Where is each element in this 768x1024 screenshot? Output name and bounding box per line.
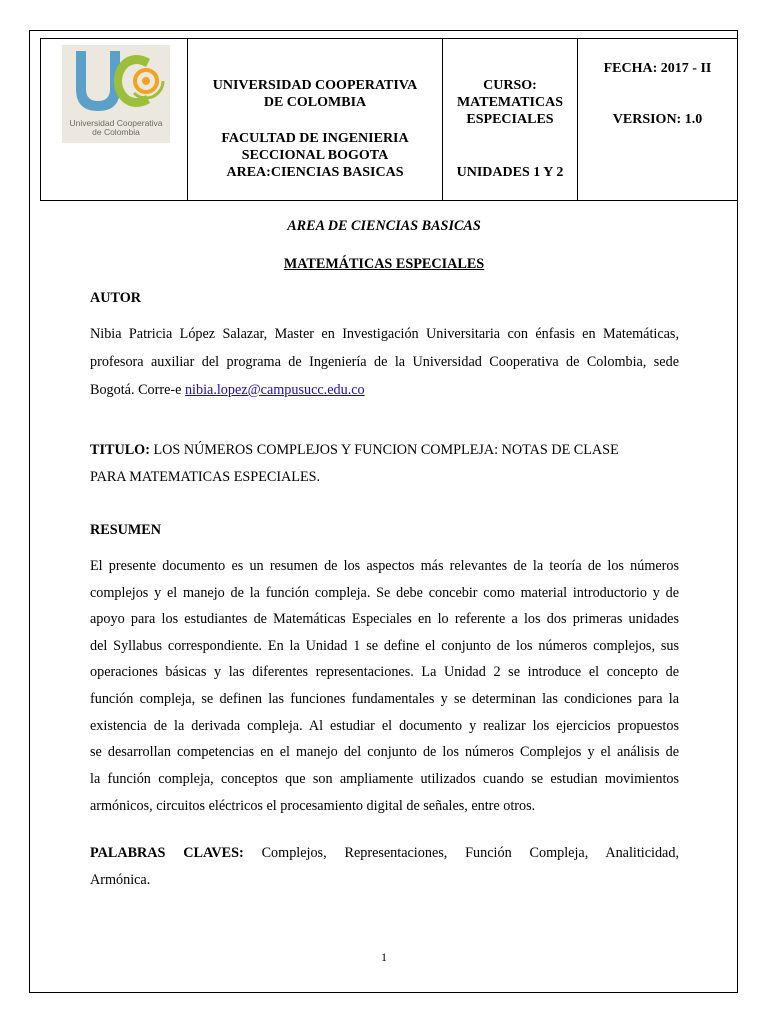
keywords-line-2: Armónica. bbox=[90, 872, 151, 888]
title-label: TITULO: bbox=[90, 442, 150, 458]
keywords-text: Complejos, Representaciones, Función Compleja, Analiticidad, bbox=[243, 845, 679, 861]
faculty-line1: FACULTAD DE INGENIERIA bbox=[221, 131, 409, 146]
course-cell bbox=[443, 39, 578, 200]
course-line2: MATEMATICAS bbox=[456, 95, 564, 110]
summary-line-2: complejos y el manejo de la función compleja. Se debe concebir como material introductorio y de bbox=[90, 585, 679, 601]
summary-line-9: la función compleja, conceptos que son ampliamente utilizados cuando se estudian movimientos bbox=[90, 771, 679, 787]
logo-cell bbox=[41, 39, 188, 200]
university-name-line1: UNIVERSIDAD COOPERATIVA bbox=[212, 78, 418, 93]
university-cell bbox=[188, 39, 443, 200]
page-number: 1 bbox=[381, 950, 387, 964]
course-line3: ESPECIALES bbox=[466, 112, 554, 127]
area-title: AREA DE CIENCIAS BASICAS bbox=[287, 218, 481, 234]
title-text: LOS NÚMEROS COMPLEJOS Y FUNCION COMPLEJA: NOTAS DE CLASE bbox=[149, 442, 619, 458]
units-label: UNIDADES 1 Y 2 bbox=[456, 165, 564, 180]
summary-line-4: del Syllabus correspondiente. En la Unidad 1 se define el conjunto de los números complejos, sus bbox=[90, 638, 679, 654]
version-label: VERSION: 1.0 bbox=[612, 112, 703, 127]
summary-line-3: apoyo para los estudiantes de Matemáticas Especiales en lo referente a los dos primeras unidades bbox=[90, 611, 679, 627]
author-heading: AUTOR bbox=[90, 290, 141, 306]
university-name-line2: DE COLOMBIA bbox=[263, 95, 367, 110]
author-line-3 bbox=[90, 382, 679, 399]
course-line1: CURSO: bbox=[483, 78, 537, 93]
author-line-3-text: Bogotá. Corre-e bbox=[90, 382, 185, 398]
title-line-2: PARA MATEMATICAS ESPECIALES. bbox=[90, 469, 321, 485]
faculty-line3: AREA:CIENCIAS BASICAS bbox=[226, 165, 404, 180]
summary-line-10: armónicos, circuitos eléctricos el procesamiento digital de señales, entre otros. bbox=[90, 798, 536, 814]
faculty-line2: SECCIONAL BOGOTA bbox=[241, 148, 389, 163]
ucc-logo bbox=[62, 45, 170, 143]
author-email-link[interactable]: nibia.lopez@campusucc.edu.co bbox=[184, 382, 365, 398]
summary-line-8: se desarrollan competencias en el manejo del conjunto de los números Complejos y el análisis de bbox=[90, 744, 679, 760]
author-line-2: profesora auxiliar del programa de Ingeniería de la Universidad Cooperativa de Colombia, sede bbox=[90, 354, 679, 370]
author-line-1: Nibia Patricia López Salazar, Master en Investigación Universitaria con énfasis en Matemáticas, bbox=[90, 326, 679, 342]
keywords-label: PALABRAS CLAVES: bbox=[90, 845, 244, 861]
header-table bbox=[40, 38, 738, 201]
logo-text-line2: de Colombia bbox=[92, 127, 140, 137]
summary-line-7: existencia de la derivada compleja. Al estudiar el documento y realizar los ejercicios propuestos bbox=[90, 718, 679, 734]
date-label: FECHA: 2017 - II bbox=[603, 61, 712, 76]
keywords-line-1 bbox=[90, 845, 679, 862]
summary-line-5: operaciones básicas y las diferentes representaciones. La Unidad 2 se introduce el concepto de bbox=[90, 664, 679, 680]
logo-text-line1: Universidad Cooperativa bbox=[69, 118, 163, 128]
subject-title: MATEMÁTICAS ESPECIALES bbox=[283, 256, 485, 272]
date-version-cell bbox=[578, 39, 737, 200]
summary-line-6: función compleja, se definen las funciones fundamentales y se determinan las condiciones para la bbox=[90, 691, 679, 707]
summary-line-1: El presente documento es un resumen de los aspectos más relevantes de la teoría de los números bbox=[90, 558, 679, 574]
title-line-1 bbox=[90, 442, 679, 459]
summary-heading: RESUMEN bbox=[90, 522, 161, 538]
